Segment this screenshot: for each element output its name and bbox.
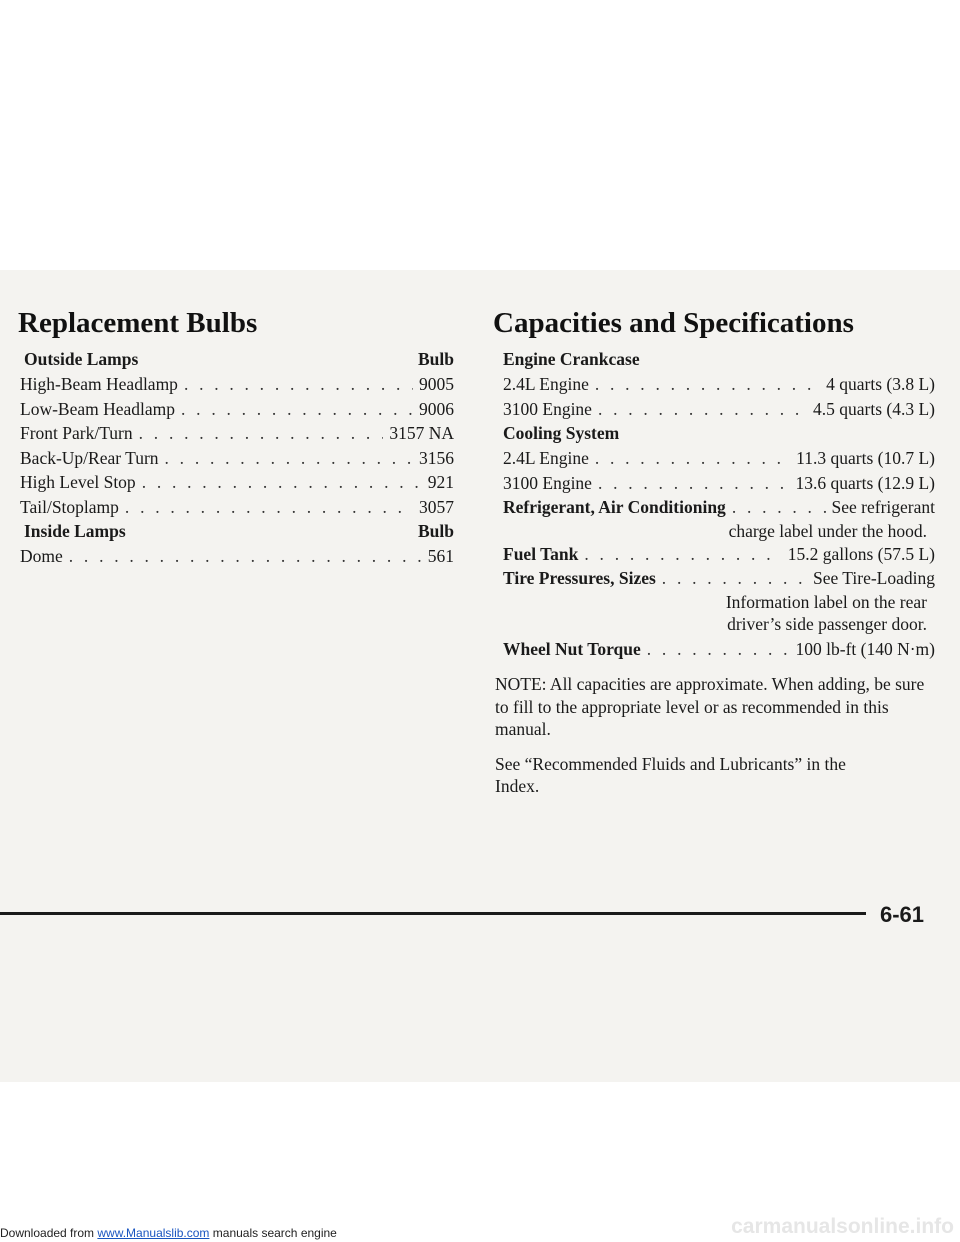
capacities-section (495, 305, 935, 798)
bulb-row-label: Low-Beam Headlamp (20, 398, 176, 419)
spec-row (495, 372, 935, 397)
leader-dots (165, 446, 413, 471)
bulb-row-label: High Level Stop (20, 472, 136, 492)
bulb-row (18, 446, 454, 471)
spec-row-label: Refrigerant, Air Conditioning (503, 497, 726, 517)
leader-dots (139, 421, 384, 446)
spec-row-label: 2.4L Engine (503, 448, 589, 468)
bulb-row-value: 3057 (419, 496, 454, 517)
leader-dots (732, 495, 826, 520)
spec-row (495, 471, 935, 496)
inside-lamps-header (18, 519, 454, 544)
see-also-text: See “Recommended Fluids and Lubricants” in the Index. (495, 753, 846, 796)
spec-row-tire-pressures (495, 566, 935, 591)
bulb-row-value: 561 (427, 546, 454, 566)
bulb-column-label: Bulb (418, 349, 454, 369)
spec-row-continuation: driver’s side passenger door. (727, 613, 927, 634)
spec-row-value: 11.3 quarts (10.7 L) (796, 448, 935, 468)
spec-row-value: See Tire-Loading (812, 568, 935, 588)
leader-dots (69, 544, 422, 569)
inside-lamps-heading: Inside Lamps (24, 521, 126, 541)
bulb-row (18, 495, 454, 520)
bulb-row-value: 3157 NA (389, 423, 454, 443)
bulb-row (18, 372, 454, 397)
outside-lamps-heading: Outside Lamps (24, 349, 139, 369)
spec-row-value: 100 lb-ft (140 N·m) (795, 638, 935, 659)
bulb-row (18, 421, 454, 446)
bulb-row (18, 470, 454, 495)
leader-dots (125, 495, 413, 520)
leader-dots (184, 372, 413, 397)
engine-crankcase-heading: Engine Crankcase (503, 349, 640, 369)
leader-dots (595, 446, 790, 471)
spec-row (495, 446, 935, 471)
spec-row-value: See refrigerant (831, 497, 935, 517)
spec-row-value: 13.6 quarts (12.9 L) (795, 472, 935, 493)
replacement-bulbs-section (18, 305, 454, 569)
leader-dots (598, 397, 807, 422)
leader-dots (142, 470, 422, 495)
leader-dots (595, 372, 820, 397)
spec-row-label: Wheel Nut Torque (503, 638, 641, 659)
spec-row-value: 4.5 quarts (4.3 L) (813, 398, 935, 419)
leader-dots (662, 566, 807, 591)
spec-row-value: 4 quarts (3.8 L) (826, 374, 935, 394)
manualslib-link[interactable]: www.Manualslib.com (97, 1226, 210, 1240)
bulb-row (18, 544, 454, 569)
leader-dots (584, 542, 781, 567)
spec-row-label: 3100 Engine (503, 398, 592, 419)
download-footer (0, 1226, 337, 1240)
bulb-row-label: Tail/Stoplamp (20, 496, 119, 517)
bulb-row-value: 9005 (419, 374, 454, 394)
spec-row-fuel-tank (495, 542, 935, 567)
leader-dots (598, 471, 790, 496)
footer-rule (0, 912, 866, 915)
footer-prefix: Downloaded from (0, 1226, 98, 1240)
spec-row-continuation: Information label on the rear (725, 591, 927, 612)
bulb-row-label: Dome (20, 546, 63, 566)
watermark-text: carmanualsonline.info (731, 1215, 954, 1238)
leader-dots (181, 397, 413, 422)
bulb-row-value: 3156 (419, 447, 454, 468)
spec-row-value: 15.2 gallons (57.5 L) (787, 543, 935, 564)
bulb-row-label: Back-Up/Rear Turn (20, 447, 159, 468)
spec-row-label: Fuel Tank (503, 543, 579, 564)
spec-row-wheel-nut (495, 637, 935, 662)
spec-row-label: Tire Pressures, Sizes (503, 568, 656, 588)
outside-lamps-header (18, 347, 454, 372)
bulb-row-value: 9006 (419, 398, 454, 419)
page-number: 6-61 (880, 902, 925, 927)
spec-row (495, 397, 935, 422)
spec-row-refrigerant (495, 495, 935, 520)
bulb-row-value: 921 (427, 472, 454, 492)
cooling-system-heading: Cooling System (503, 423, 620, 443)
bulb-column-label: Bulb (418, 521, 454, 541)
footer-suffix: manuals search engine (209, 1226, 337, 1240)
bulb-row-label: Front Park/Turn (20, 423, 133, 443)
bulb-row (18, 397, 454, 422)
section-title-bulbs: Replacement Bulbs (18, 307, 258, 339)
spec-row-continuation: charge label under the hood. (728, 520, 927, 541)
capacities-note: NOTE: All capacities are approximate. When adding, be sure to fill to the appropriate level or as recommended in this manual. (495, 674, 925, 739)
spec-row-label: 3100 Engine (503, 472, 592, 493)
leader-dots (647, 637, 790, 662)
bulb-row-label: High-Beam Headlamp (20, 374, 178, 394)
section-title-capacities: Capacities and Specifications (493, 307, 854, 339)
spec-row-label: 2.4L Engine (503, 374, 589, 394)
